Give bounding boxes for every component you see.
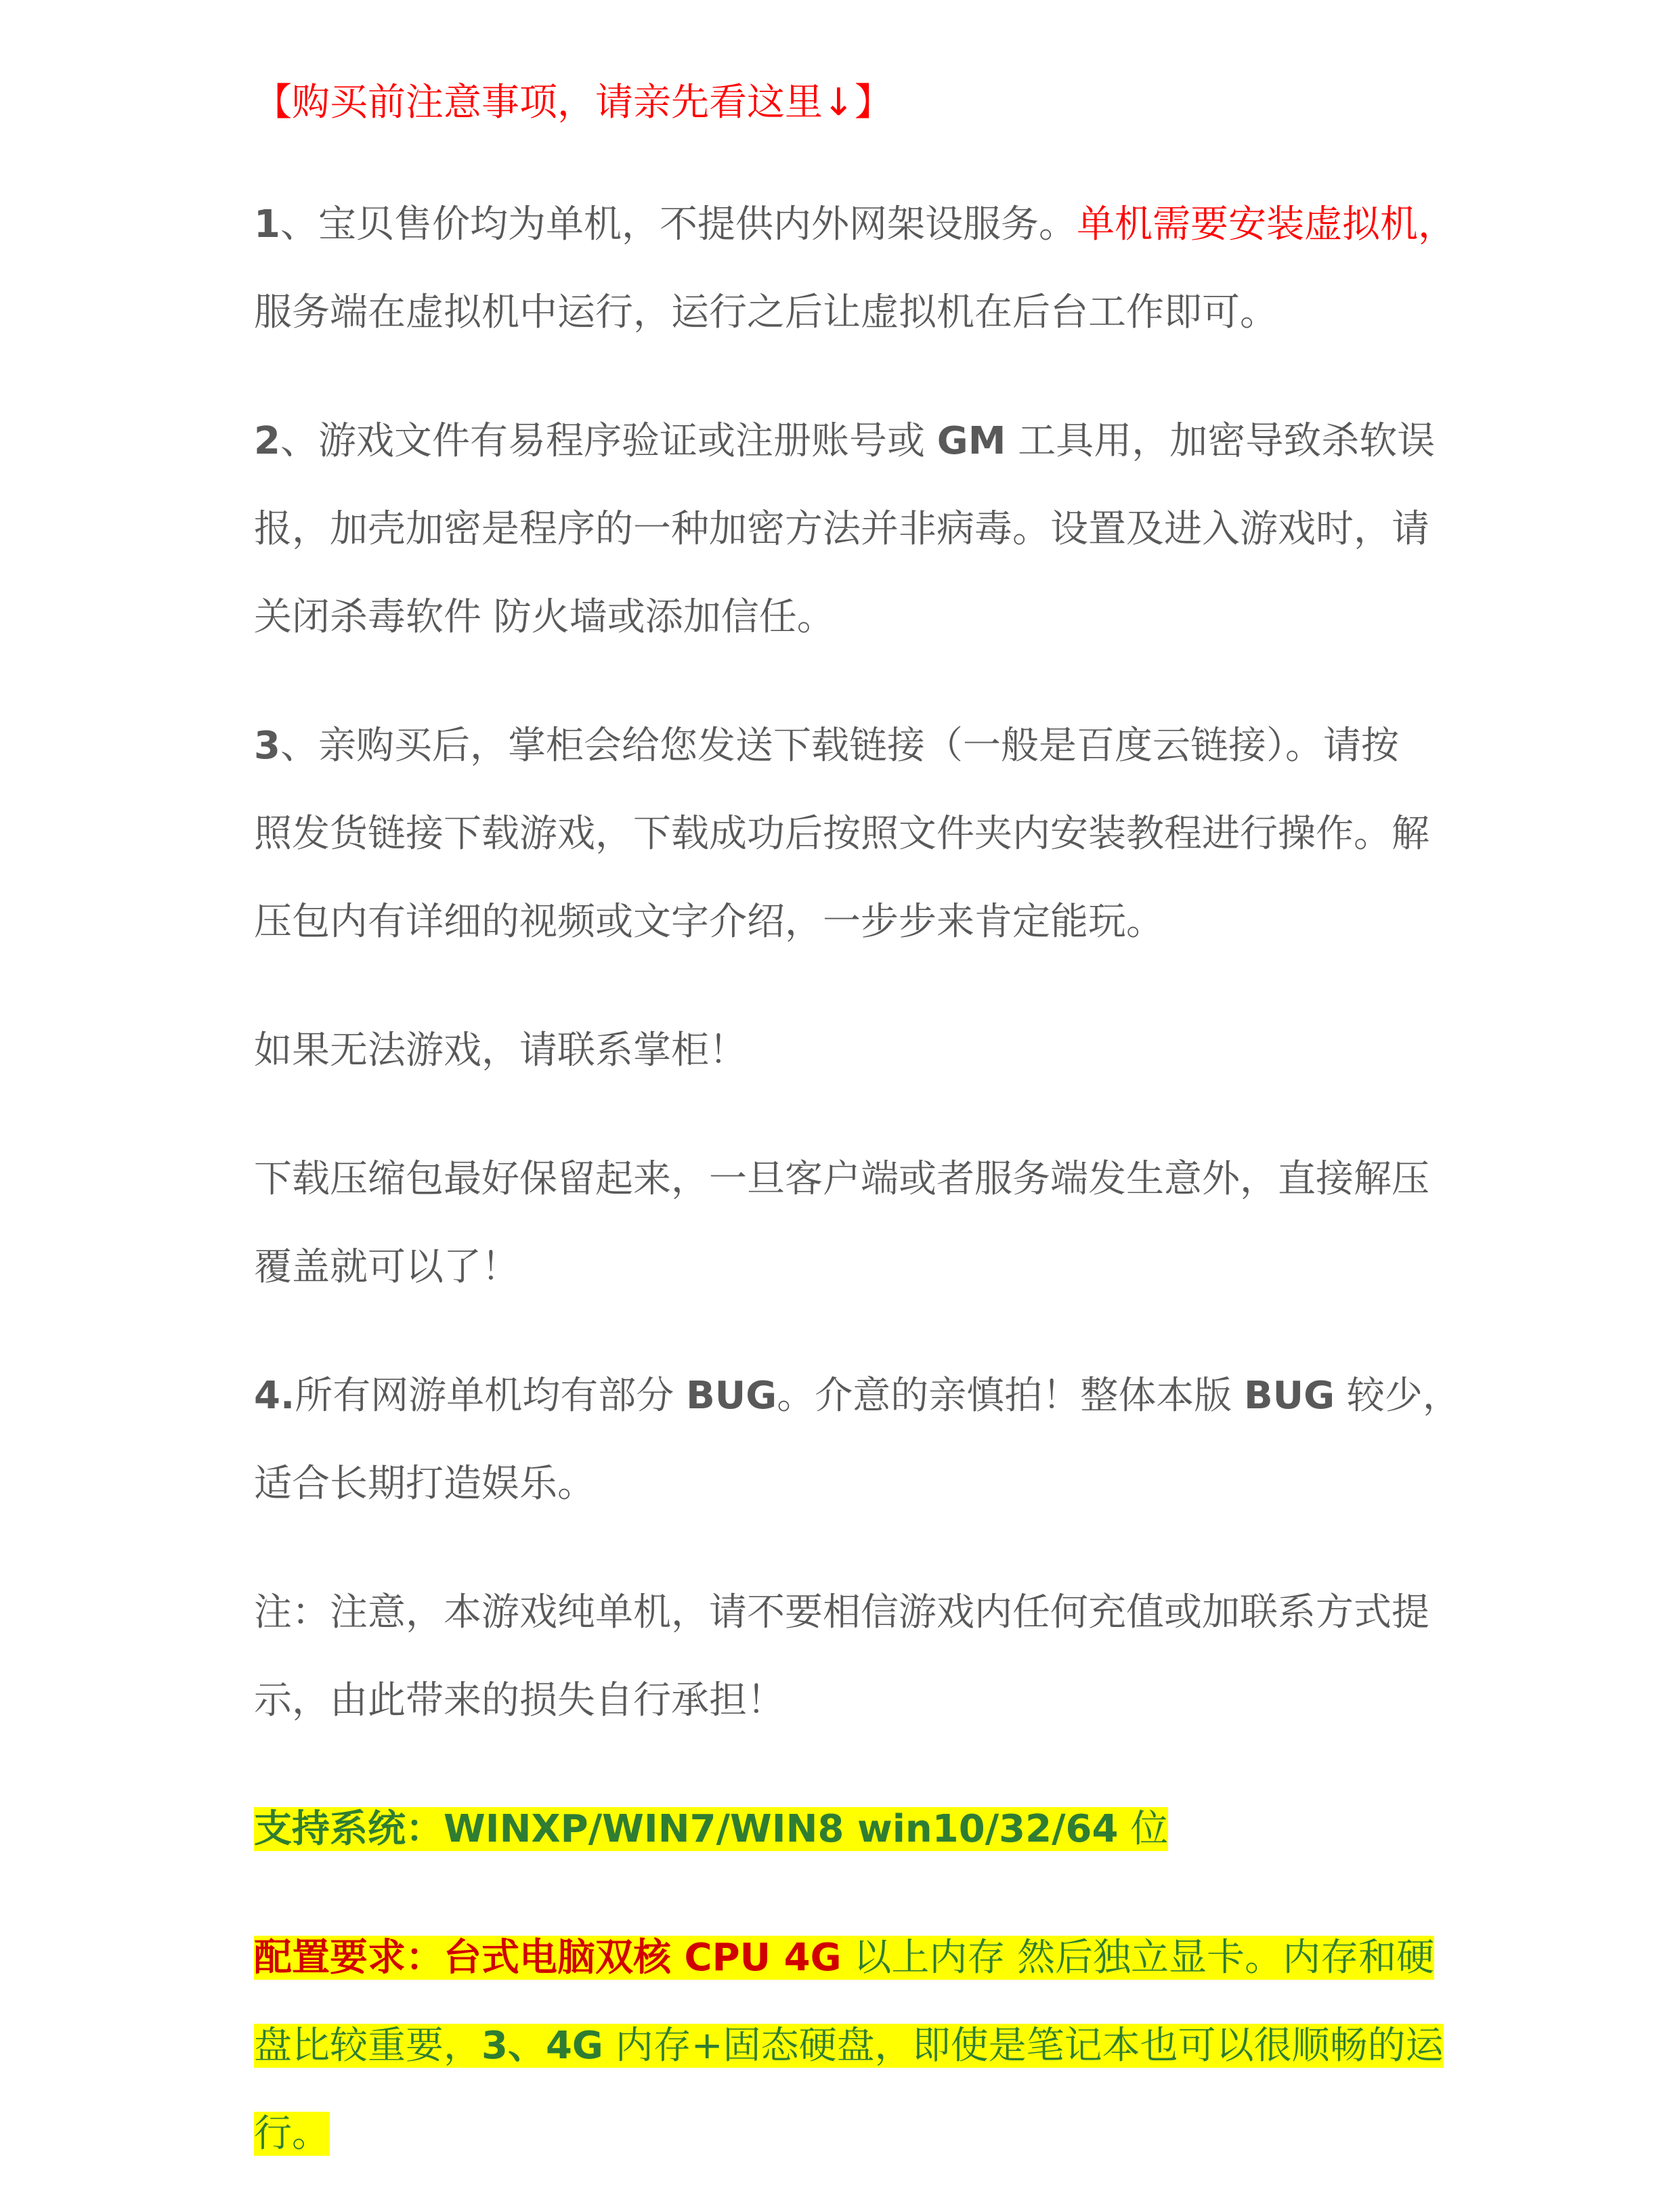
system-support-line xyxy=(254,1802,1168,1857)
item2-line1 xyxy=(254,414,1435,469)
purchase-notice-heading xyxy=(254,76,892,130)
keep-archive-text-line1: 下载压缩包最好保留起来，一旦客户端或者服务端发生意外，直接解压 xyxy=(254,1157,1429,1201)
item3-text-line1: 、亲购买后，掌柜会给您发送下载链接（一般是百度云链接）。请按 xyxy=(280,724,1399,768)
config-label: 配置要求：台式电脑双核 xyxy=(254,1936,685,1980)
item3-text-line2: 照发货链接下载游戏，下载成功后按照文件夹内安装教程进行操作。解 xyxy=(254,812,1429,856)
item4-bug1: BUG xyxy=(686,1374,777,1418)
system-value: WINXP/WIN7/WIN8 win10/32/64 xyxy=(444,1807,1119,1851)
item2-text-a: 、游戏文件有易程序验证或注册账号或 xyxy=(280,419,937,463)
note-line1 xyxy=(254,1586,1429,1640)
config-line3 xyxy=(254,2107,330,2161)
item2-number: 2 xyxy=(254,419,280,463)
item3-line2 xyxy=(254,807,1429,861)
item3-number: 3 xyxy=(254,724,280,768)
item4-number: 4. xyxy=(254,1374,295,1418)
item4-bug2: BUG xyxy=(1244,1374,1335,1418)
notice-text: 【购买前注意事项，请亲先看这里↓】 xyxy=(254,81,892,125)
keep-archive-line2 xyxy=(254,1240,519,1295)
system-label: 支持系统： xyxy=(254,1807,444,1851)
config-line2-a: 盘比较重要， xyxy=(254,2024,481,2068)
config-highlight-line3: 行。 xyxy=(254,2112,330,2156)
item1-text-line2: 服务端在虚拟机中运行，运行之后让虚拟机在后台工作即可。 xyxy=(254,290,1278,334)
item2-line2 xyxy=(254,502,1429,557)
item4-text-c: 较少， xyxy=(1335,1374,1461,1418)
item4-line2 xyxy=(254,1457,595,1511)
item1-number: 1 xyxy=(254,202,280,246)
keep-archive-text-line2: 覆盖就可以了！ xyxy=(254,1245,519,1289)
config-cpu: CPU 4G xyxy=(684,1936,842,1980)
item4-text-line2: 适合长期打造娱乐。 xyxy=(254,1462,595,1506)
item4-text-b: 。介意的亲慎拍！整体本版 xyxy=(777,1374,1244,1418)
config-highlight-line1 xyxy=(254,1936,1434,1980)
item1-text: 、宝贝售价均为单机，不提供内外网架设服务。 xyxy=(280,202,1077,246)
item4-line1 xyxy=(254,1369,1461,1423)
item3-line3 xyxy=(254,895,1164,949)
config-line1 xyxy=(254,1931,1434,1985)
contact-line xyxy=(254,1024,747,1078)
system-suffix: 位 xyxy=(1118,1807,1169,1851)
note-line2 xyxy=(254,1674,785,1728)
system-support-highlight xyxy=(254,1807,1168,1851)
item2-text-b: 工具用，加密导致杀软误 xyxy=(1006,419,1436,463)
item4-text-a: 所有网游单机均有部分 xyxy=(295,1374,687,1418)
item1-vm-warning: 单机需要安装虚拟机， xyxy=(1076,202,1456,246)
config-text-a: 以上内存 然后独立显卡。内存和硬 xyxy=(841,1936,1435,1980)
item1-line2 xyxy=(254,286,1278,340)
config-line2 xyxy=(254,2019,1444,2073)
config-line2-b: 3、4G xyxy=(481,2024,603,2068)
note-text-line1: 注：注意，本游戏纯单机，请不要相信游戏内任何充值或加联系方式提 xyxy=(254,1590,1429,1634)
item2-text-line2: 报，加壳加密是程序的一种加密方法并非病毒。设置及进入游戏时，请 xyxy=(254,507,1429,551)
keep-archive-line1 xyxy=(254,1152,1429,1207)
item3-line1 xyxy=(254,719,1399,773)
item2-gm: GM xyxy=(936,419,1006,463)
note-text-line2: 示，由此带来的损失自行承担！ xyxy=(254,1678,785,1722)
config-highlight-line2 xyxy=(254,2024,1444,2068)
contact-text: 如果无法游戏，请联系掌柜！ xyxy=(254,1028,747,1072)
item1-line1 xyxy=(254,198,1456,252)
item2-line3 xyxy=(254,590,835,645)
config-line2-c: 内存+固态硬盘，即使是笔记本也可以很顺畅的运 xyxy=(603,2024,1444,2068)
item3-text-line3: 压包内有详细的视频或文字介绍，一步步来肯定能玩。 xyxy=(254,900,1164,944)
item2-text-line3: 关闭杀毒软件 防火墙或添加信任。 xyxy=(254,595,835,639)
